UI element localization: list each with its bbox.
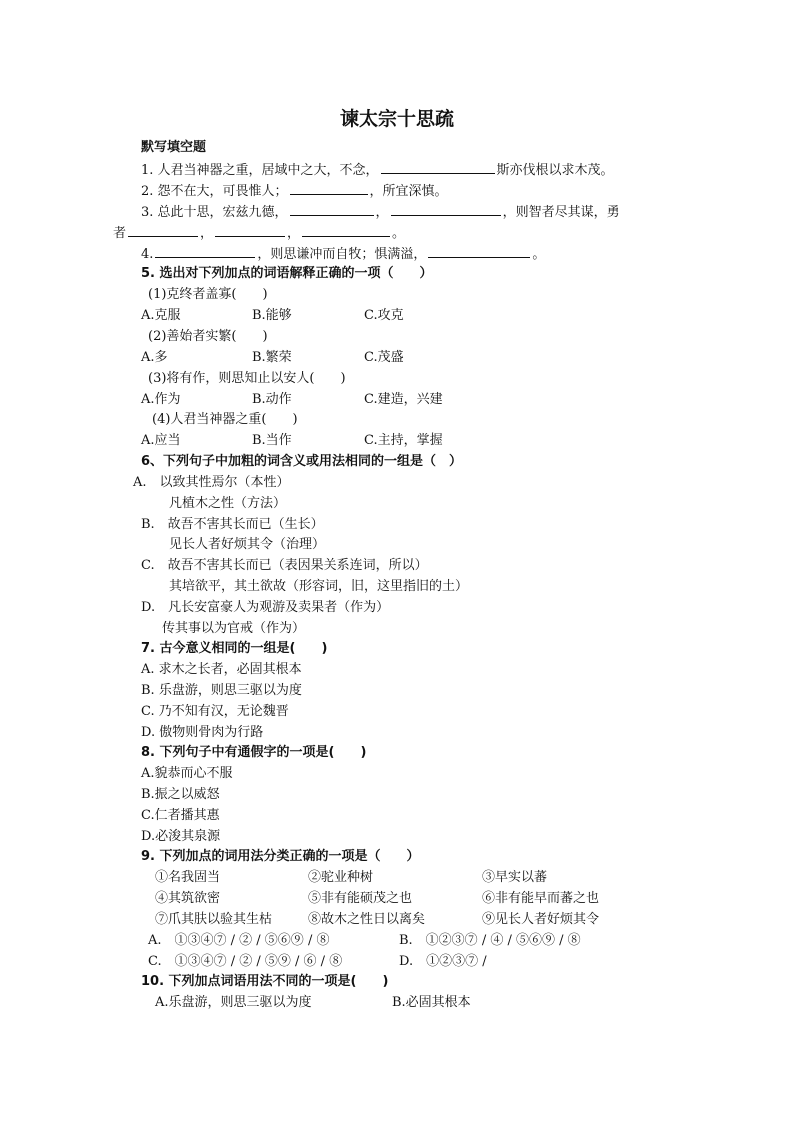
question-4 [141, 243, 545, 263]
q5-sub-1-option-b: B.能够 [252, 308, 292, 323]
q6-option-a-line-1: A. 以致其性焉尔（本性） [133, 475, 290, 490]
q5-sub-4: (4)人君当神器之重( ) [152, 412, 298, 427]
q9-item-9: ⑨见长人者好烦其令 [482, 912, 600, 927]
q6-option-d-line-2: 传其事以为官戒（作为） [162, 621, 306, 636]
q9-item-1: ①名我固当 [155, 870, 221, 885]
q6-option-b-line-2: 见长人者好烦其令（治理） [169, 537, 326, 552]
q9-item-5: ⑤非有能硕茂之也 [308, 891, 413, 906]
q10-option-b: B.必固其根本 [392, 995, 471, 1010]
q5-sub-1: (1)克终者盖寡( ) [148, 287, 268, 302]
q4-blank-2[interactable] [428, 243, 530, 258]
q3-text-f: ， [287, 226, 301, 241]
q5-sub-1-option-c: C.攻克 [364, 308, 404, 323]
question-3-line-2 [113, 222, 405, 242]
q3-blank-1[interactable] [290, 201, 374, 216]
q5-sub-3: (3)将有作，则思知止以安人( ) [148, 371, 346, 386]
q5-sub-1-option-a: A.克服 [141, 308, 181, 323]
q7-option-d: D. 傲物则骨肉为行路 [141, 725, 264, 740]
q2-text-a: 2. 怨不在大，可畏惟人； [141, 184, 288, 199]
q8-option-b: B.振之以威怒 [141, 787, 220, 802]
q3-blank-4[interactable] [215, 222, 285, 237]
q5-sub-3-option-a: A.作为 [141, 392, 181, 407]
q6-option-a-line-2: 凡植木之性（方法） [169, 496, 287, 511]
q9-option-d: D. ①②③⑦ / [399, 954, 487, 969]
question-6-stem: 6、下列句子中加粗的词含义或用法相同的一组是（ ） [141, 454, 463, 469]
question-3-line-1 [141, 201, 620, 221]
question-2 [141, 180, 448, 200]
q5-sub-3-option-c: C.建造，兴建 [364, 392, 443, 407]
q5-sub-2-option-b: B.繁荣 [252, 350, 292, 365]
q7-option-a: A. 求木之长者，必固其根本 [141, 662, 302, 677]
q7-option-b: B. 乐盘游，则思三驱以为度 [141, 683, 302, 698]
q3-blank-2[interactable] [391, 201, 501, 216]
q5-sub-2-option-c: C.茂盛 [364, 350, 404, 365]
q4-text-b: ，则思谦冲而自牧；惧满溢， [257, 247, 427, 262]
q3-text-a: 3. 总此十思，宏兹九德， [141, 205, 288, 220]
q4-blank-1[interactable] [155, 243, 255, 258]
q6-option-c-line-2: 其培欲平，其土欲故（形容词，旧，这里指旧的土） [169, 579, 469, 594]
q2-blank[interactable] [290, 180, 368, 195]
q5-sub-4-option-b: B.当作 [252, 433, 292, 448]
page-title: 谏太宗十思疏 [339, 108, 454, 130]
q8-option-a: A.貌恭而心不服 [141, 766, 233, 781]
q3-blank-5[interactable] [302, 222, 390, 237]
q9-option-a: A. ①③④⑦ / ② / ⑤⑥⑨ / ⑧ [148, 933, 330, 948]
question-5-stem: 5. 选出对下列加点的词语解释正确的一项（ ） [141, 266, 433, 281]
q3-text-g: 。 [392, 226, 406, 241]
q6-option-d-line-1: D. 凡长安富豪人为观游及卖果者（作为） [141, 600, 390, 615]
q1-text-a: 1. 人君当神器之重，居域中之大，不念， [141, 163, 379, 178]
q1-blank[interactable] [381, 159, 495, 174]
fill-in-heading: 默写填空题 [141, 140, 207, 155]
q9-item-3: ③早实以蕃 [482, 870, 548, 885]
q5-sub-4-option-c: C.主持，掌握 [364, 433, 443, 448]
q6-option-c-line-1: C. 故吾不害其长而已（表因果关系连词，所以） [141, 558, 428, 573]
q3-text-c: ，则智者尽其谋，勇 [502, 205, 620, 220]
q7-option-c: C. 乃不知有汉，无论魏晋 [141, 704, 289, 719]
question-7-stem: 7. 古今意义相同的一组是( ) [141, 641, 328, 656]
q5-sub-3-option-b: B.动作 [252, 392, 292, 407]
question-10-stem: 10. 下列加点词语用法不同的一项是( ) [141, 974, 389, 989]
question-8-stem: 8. 下列句子中有通假字的一项是( ) [141, 745, 367, 760]
q10-option-a: A.乐盘游，则思三驱以为度 [155, 995, 312, 1010]
q5-sub-2: (2)善始者实繁( ) [148, 329, 268, 344]
q1-text-b: 斯亦伐根以求木茂。 [496, 163, 614, 178]
q3-text-d: 者 [113, 226, 127, 241]
q9-item-2: ②驼业种树 [308, 870, 374, 885]
q2-text-b: ，所宜深慎。 [369, 184, 448, 199]
q8-option-c: C.仁者播其惠 [141, 808, 220, 823]
q9-item-7: ⑦爪其肤以验其生枯 [155, 912, 273, 927]
question-1 [141, 159, 614, 179]
q3-blank-3[interactable] [128, 222, 198, 237]
q3-text-b: ， [375, 205, 389, 220]
q4-text-a: 4. [141, 247, 154, 262]
q5-sub-2-option-a: A.多 [141, 350, 168, 365]
q5-sub-4-option-a: A.应当 [141, 433, 181, 448]
q9-item-4: ④其筑欲密 [155, 891, 221, 906]
q6-option-b-line-1: B. 故吾不害其长而已（生长） [141, 517, 324, 532]
q9-option-c: C. ①③④⑦ / ② / ⑤⑨ / ⑥ / ⑧ [148, 954, 343, 969]
q9-item-6: ⑥非有能早而蕃之也 [482, 891, 600, 906]
q8-option-d: D.必浚其泉源 [141, 829, 221, 844]
q9-item-8: ⑧故木之性日以离矣 [308, 912, 426, 927]
q4-text-c: 。 [532, 247, 546, 262]
q9-option-b: B. ①②③⑦ / ④ / ⑤⑥⑨ / ⑧ [399, 933, 581, 948]
question-9-stem: 9. 下列加点的词用法分类正确的一项是（ ） [141, 849, 420, 864]
q3-text-e: ， [200, 226, 214, 241]
